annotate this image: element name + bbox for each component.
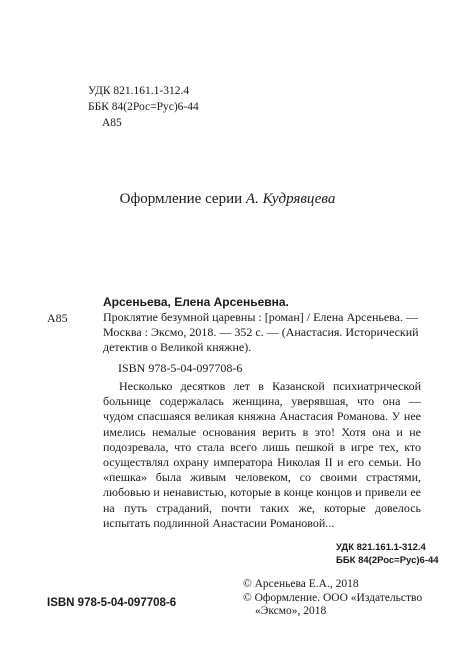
udk-code: УДК 821.161.1-312.4 (88, 85, 190, 97)
series-design-label: Оформление серии (119, 191, 243, 207)
top-classification-codes (88, 83, 199, 131)
copyright-design-line2: «Эксмо», 2018 (255, 605, 327, 617)
catalog-isbn: ISBN 978-5-04-097708-6 (118, 361, 243, 375)
bottom-isbn: ISBN 978-5-04-097708-6 (47, 597, 177, 609)
bottom-udk-code: УДК 821.161.1-312.4 (336, 542, 426, 553)
book-annotation: Несколько десятков лет в Казанской психиатрической больнице содержалась женщина, уверявшая, что она — чудом спасшаяся великая княжна Анастасия Романова. У нее имелись немалые основания верить в это! Хотя она и не подозревала, что стала всего лишь пешкой в игре тех, кто осуществлял охрану императора Николая II и его семьи. Но «пешка» была живым человеком, со своими страстями, любовью и ненавистью, которые в конце концов и привели ее на путь страданий, почти таких же, которые довелось испытать подлинной Анастасии Романовой... (103, 379, 421, 530)
copyright-design-line1: © Оформление. ООО «Издательство (243, 591, 423, 604)
series-design-credit (0, 191, 455, 208)
catalog-entry (103, 295, 421, 355)
catalog-author-sign: А85 (47, 311, 68, 325)
author-sign: А85 (102, 117, 122, 129)
copyright-block (243, 578, 422, 619)
bbk-code: ББК 84(2Рос=Рус)6-44 (88, 101, 199, 113)
bottom-bbk-code: ББК 84(2Рос=Рус)6-44 (336, 555, 439, 566)
catalog-author: Арсеньева, Елена Арсеньевна. (103, 295, 289, 309)
bottom-classification-codes (336, 541, 439, 567)
copyright-author: © Арсеньева Е.А., 2018 (243, 578, 359, 590)
catalog-description: Проклятие безумной царевны : [роман] / Елена Арсеньева. — Москва : Эксмо, 2018. — 352 с. — (Анастасия. Исторический детектив о Великой княжне). (103, 310, 419, 354)
series-designer-name: А. Кудрявцева (245, 191, 336, 207)
